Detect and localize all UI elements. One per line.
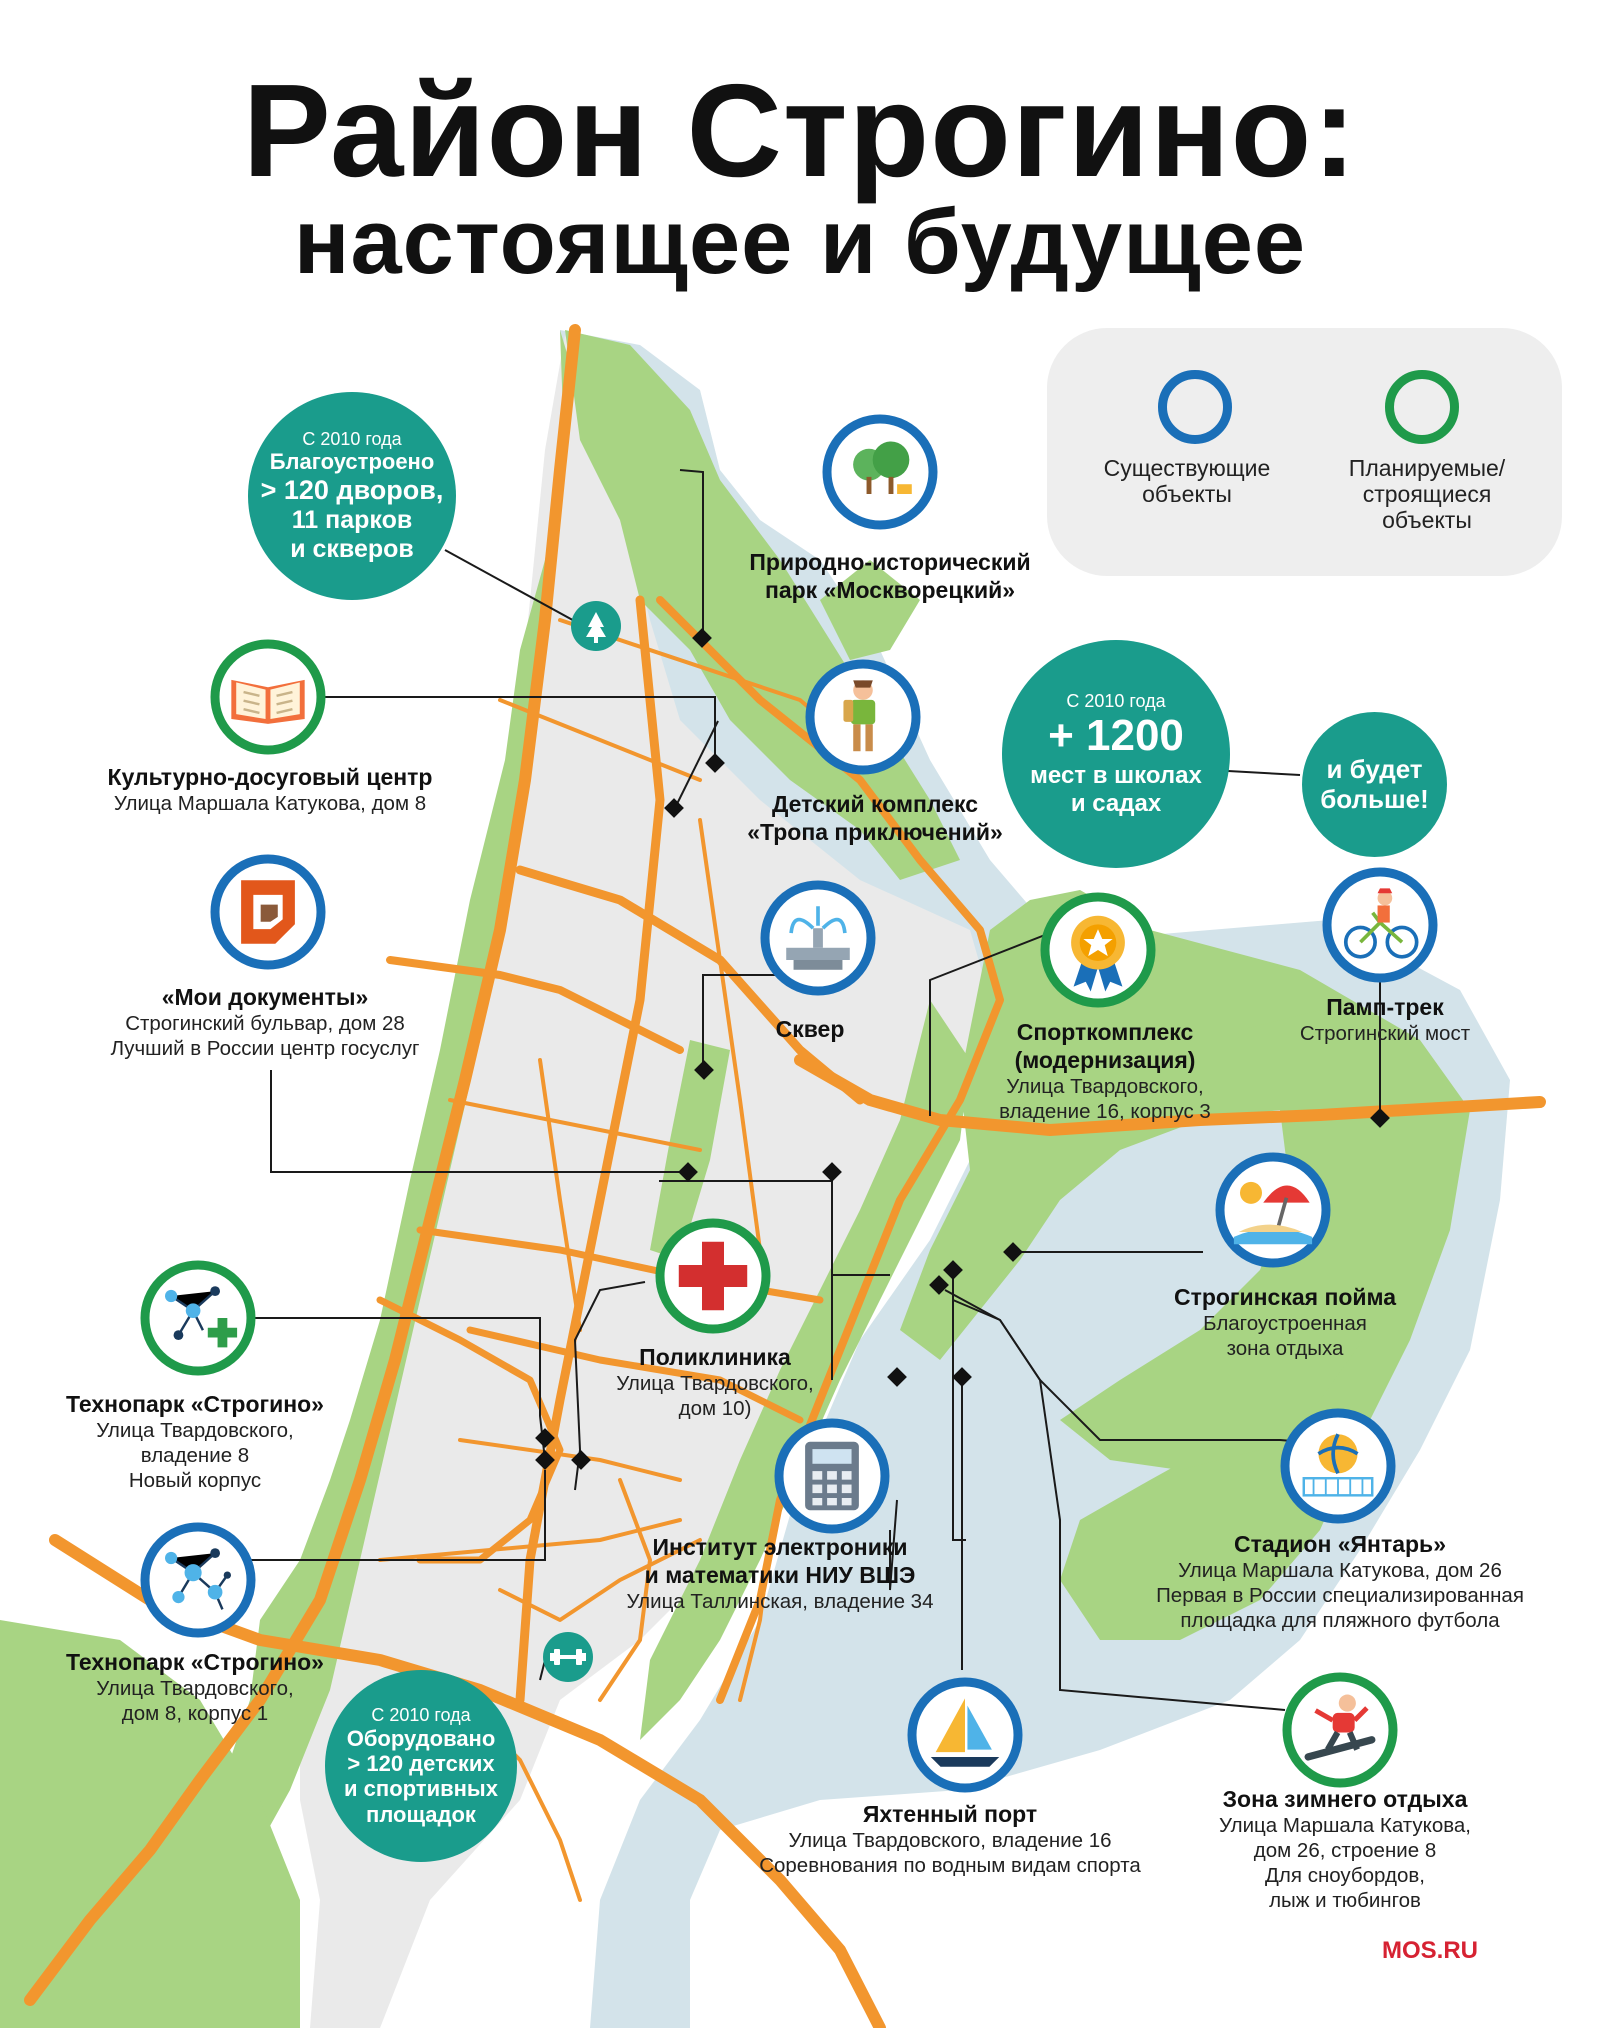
callout-schools: С 2010 года + 1200 мест в школах и садах xyxy=(1002,640,1230,868)
sailboat-icon xyxy=(907,1677,1023,1793)
callout-yards: С 2010 года Благоустроено > 120 дворов, 11 парков и скверов xyxy=(248,392,456,600)
place-marker-sport[interactable] xyxy=(1040,892,1156,1008)
callout-playgrounds: С 2010 года Оборудовано > 120 детских и спортивных площадок xyxy=(325,1670,517,1862)
source-logo: MOS.RU xyxy=(1382,1937,1478,1964)
cyclist-icon xyxy=(1322,867,1438,983)
place-marker-clinic[interactable] xyxy=(655,1218,771,1334)
page-subtitle: настоящее и будущее xyxy=(293,191,1307,293)
medal-icon xyxy=(1040,892,1156,1008)
label-docs: «Мои документы» Строгинский бульвар, дом 28 Лучший в России центр госуслуг xyxy=(110,984,420,1061)
label-beach: Строгинская пойма Благоустроенная зона отдыха xyxy=(1173,1284,1397,1361)
place-marker-yacht[interactable] xyxy=(907,1677,1023,1793)
label-clinic: Поликлиника Улица Твардовского, дом 10) xyxy=(616,1344,814,1421)
place-marker-pump[interactable] xyxy=(1322,867,1438,983)
place-marker-techno1[interactable] xyxy=(140,1260,256,1376)
tree-marker[interactable] xyxy=(571,601,621,651)
callout-more: и будет больше! xyxy=(1302,712,1447,857)
label-hse: Институт электроники и математики НИУ ВШЭ Улица Таллинская, владение 34 xyxy=(626,1534,934,1614)
tree-icon xyxy=(571,601,621,651)
label-square: Сквер xyxy=(775,1016,845,1042)
volleyball-icon xyxy=(1280,1408,1396,1524)
label-sport: Спорткомплекс (модернизация) Улица Твардовского, владение 16, корпус 3 xyxy=(999,1019,1211,1124)
label-pump: Памп-трек Строгинский мост xyxy=(1299,994,1471,1046)
legend-existing-ring xyxy=(1158,370,1232,444)
snowboarder-icon xyxy=(1282,1672,1398,1788)
label-kids: Детский комплекс «Тропа приключений» xyxy=(747,791,1003,846)
place-marker-hse[interactable] xyxy=(774,1418,890,1534)
calculator-icon xyxy=(774,1418,890,1534)
fountain-icon xyxy=(760,880,876,996)
legend-planned-label: Планируемые/ строящиеся объекты xyxy=(1348,455,1506,533)
book-icon xyxy=(210,639,326,755)
dumbbell-icon xyxy=(543,1632,593,1682)
legend xyxy=(1047,328,1562,576)
label-park: Природно-исторический парк «Москворецкий» xyxy=(749,549,1031,604)
place-marker-park[interactable] xyxy=(822,414,938,530)
network-icon xyxy=(140,1522,256,1638)
label-culture: Культурно-досуговый центр Улица Маршала Катукова, дом 8 xyxy=(107,764,433,816)
place-marker-docs[interactable] xyxy=(210,854,326,970)
page-title: Район Строгино: xyxy=(242,57,1358,204)
legend-existing-label: Существующие объекты xyxy=(1103,455,1271,507)
dumbbell-marker[interactable] xyxy=(543,1632,593,1682)
label-yacht: Яхтенный порт Улица Твардовского, владение 16 Соревнования по водным видам спорта xyxy=(759,1801,1141,1878)
documents-logo-icon xyxy=(210,854,326,970)
label-techno2: Технопарк «Строгино» Улица Твардовского, дом 8, корпус 1 xyxy=(66,1649,324,1726)
hiker-icon xyxy=(805,659,921,775)
place-marker-stadium[interactable] xyxy=(1280,1408,1396,1524)
trees-icon xyxy=(822,414,938,530)
label-stadium: Стадион «Янтарь» Улица Маршала Катукова, дом 26 Первая в России специализированная площадка для пляжного футбола xyxy=(1156,1531,1524,1633)
place-marker-kids[interactable] xyxy=(805,659,921,775)
label-techno1: Технопарк «Строгино» Улица Твардовского, владение 8 Новый корпус xyxy=(66,1391,324,1493)
place-marker-beach[interactable] xyxy=(1215,1152,1331,1268)
medical-cross-icon xyxy=(655,1218,771,1334)
legend-planned-ring xyxy=(1385,370,1459,444)
place-marker-winter[interactable] xyxy=(1282,1672,1398,1788)
beach-icon xyxy=(1215,1152,1331,1268)
place-marker-techno2[interactable] xyxy=(140,1522,256,1638)
network-plus-icon xyxy=(140,1260,256,1376)
label-winter: Зона зимнего отдыха Улица Маршала Катукова, дом 26, строение 8 Для сноубордов, лыж и тюбингов xyxy=(1218,1786,1472,1913)
place-marker-culture[interactable] xyxy=(210,639,326,755)
place-marker-square[interactable] xyxy=(760,880,876,996)
